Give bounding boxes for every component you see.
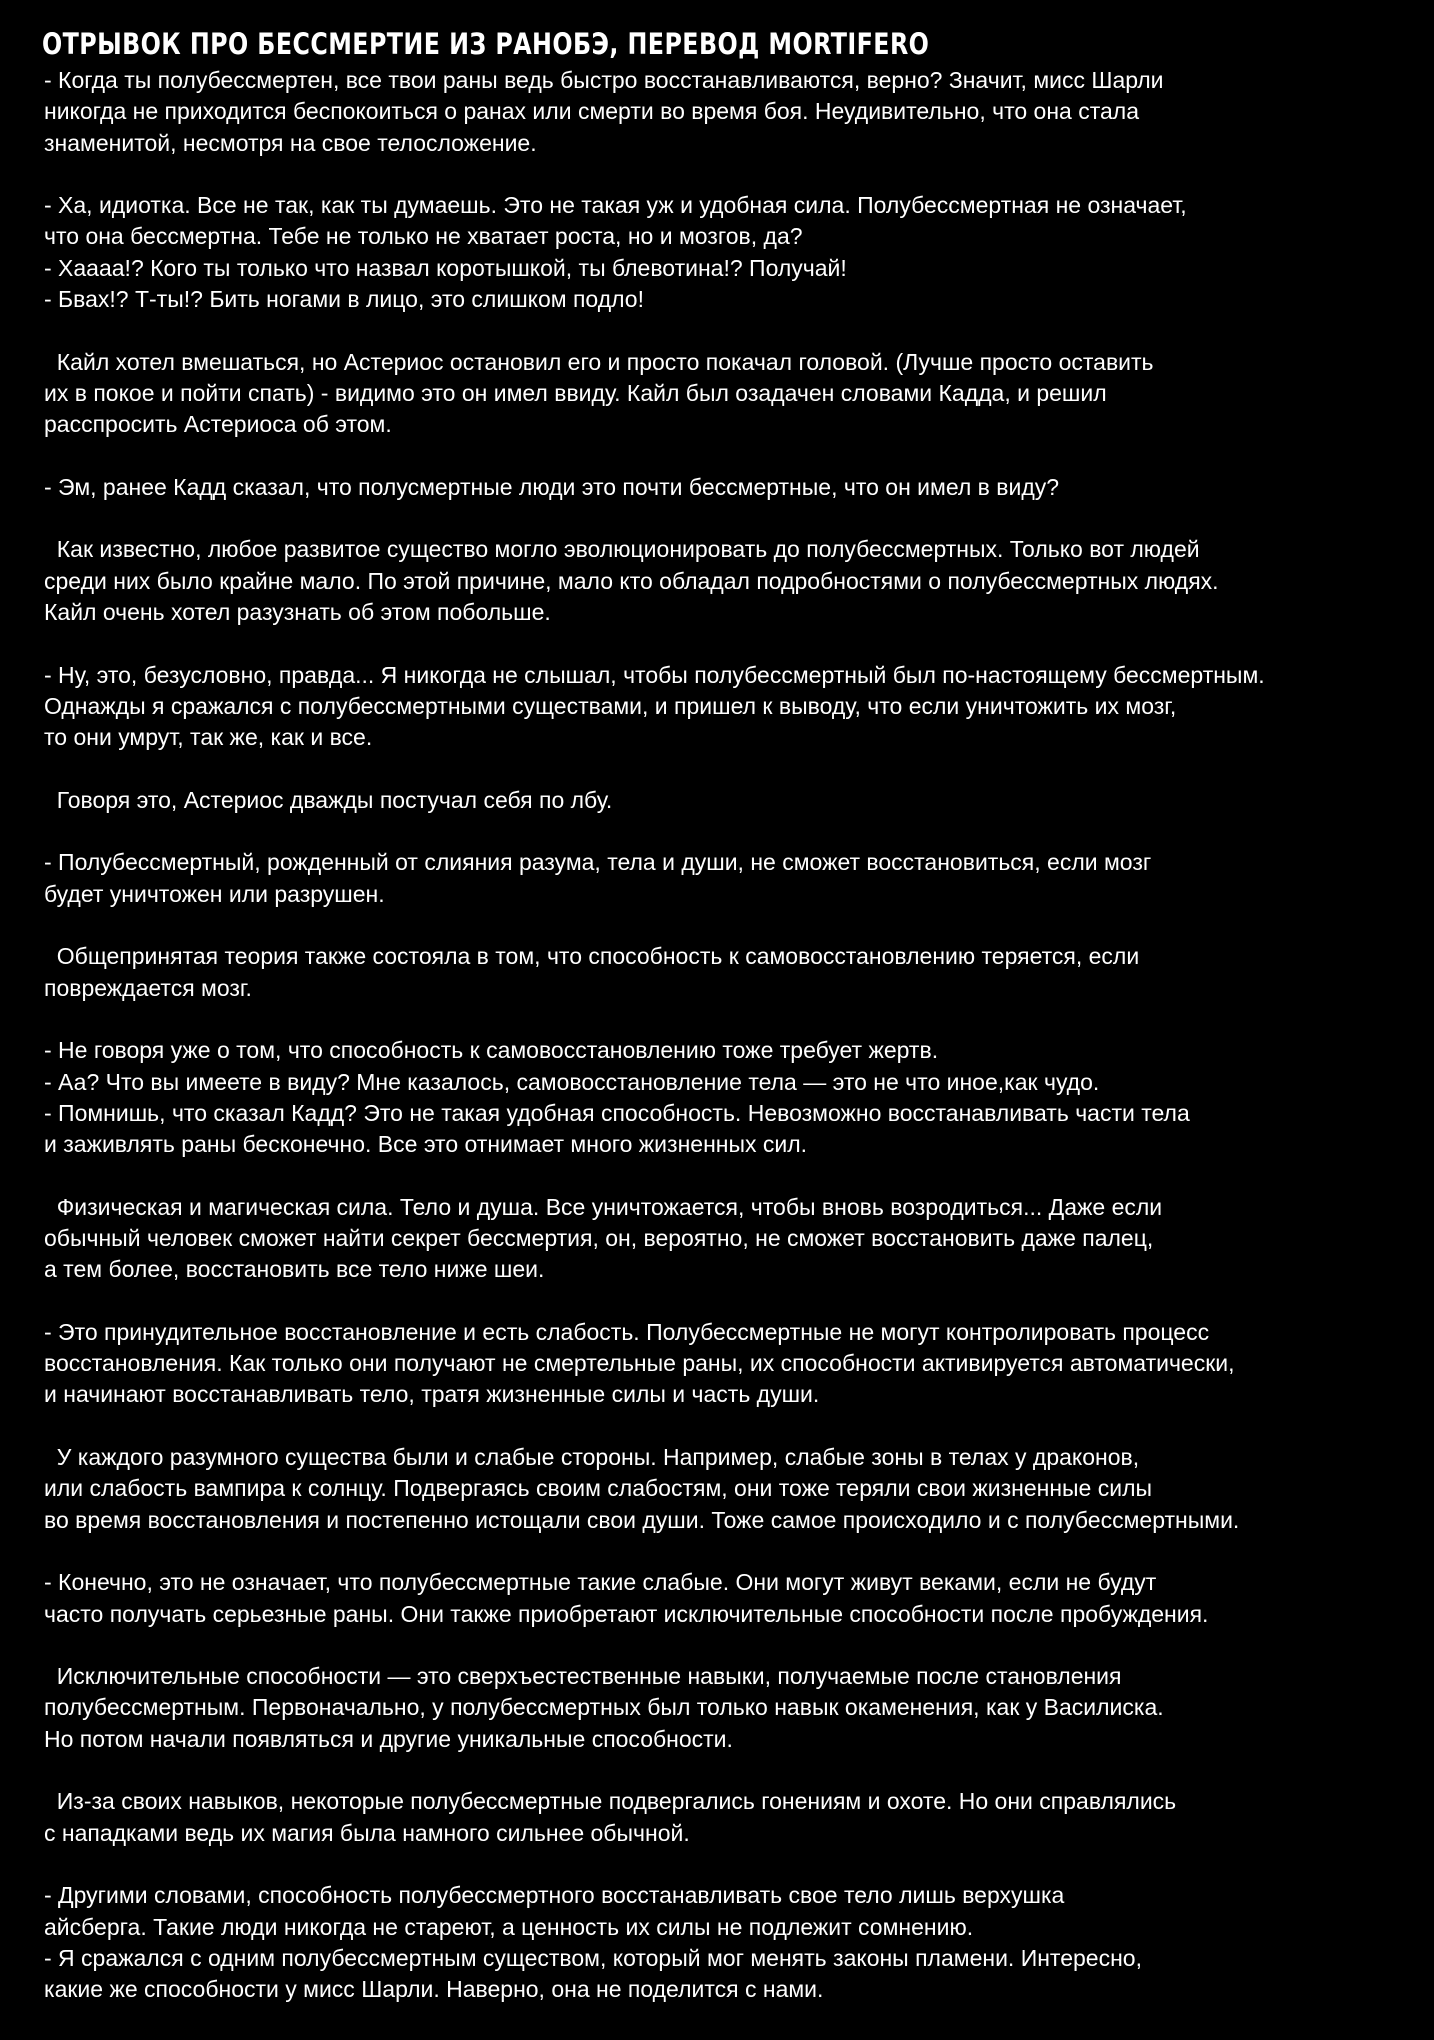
blank-line — [44, 1536, 1265, 1567]
text-line: или слабость вампира к солнцу. Подвергаясь своим слабостям, они тоже теряли свои жизненные силы — [44, 1475, 1153, 1502]
blank-line — [44, 315, 1265, 346]
text-line: - Это принудительное восстановление и есть слабость. Полубессмертные не могут контролировать процесс — [44, 1318, 1210, 1345]
blank-line — [44, 441, 1265, 472]
blank-line — [44, 159, 1265, 190]
text-line: - Ну, это, безусловно, правда... Я никогда не слышал, чтобы полубессмертный был по-настоящему бессмертным. — [44, 661, 1265, 688]
text-line: - Не говоря уже о том, что способность к самовосстановлению тоже требует жертв. — [44, 1037, 939, 1064]
document-body — [44, 65, 1265, 2005]
text-line: Из-за своих навыков, некоторые полубессмертные подвергались гонениям и охоте. Но они справлялись — [44, 1788, 1177, 1815]
blank-line — [44, 628, 1265, 659]
text-line: - Конечно, это не означает, что полубессмертные такие слабые. Они могут живут веками, если не будут — [44, 1569, 1157, 1596]
text-line: - Полубессмертный, рожденный от слияния разума, тела и души, не сможет восстановиться, если мозг — [44, 849, 1152, 876]
blank-line — [44, 1630, 1265, 1661]
text-line: Исключительные способности — это сверхъестественные навыки, получаемые после становления — [44, 1663, 1122, 1690]
text-line: расспросить Астериоса об этом. — [44, 411, 392, 438]
blank-line — [44, 754, 1265, 785]
text-line: что она бессмертна. Тебе не только не хватает роста, но и мозгов, да? — [44, 223, 803, 250]
blank-line — [44, 1286, 1265, 1317]
text-line: - Другими словами, способность полубессмертного восстанавливать свое тело лишь верхушка — [44, 1882, 1065, 1909]
text-line: - Ха, идиотка. Все не так, как ты думаешь. Это не такая уж и удобная сила. Полубессмертная не означает, — [44, 192, 1187, 219]
text-line: Физическая и магическая сила. Тело и душа. Все уничтожается, чтобы вновь возродиться... Даже если — [44, 1193, 1163, 1220]
text-line: будет уничтожен или разрушен. — [44, 880, 385, 907]
text-line: повреждается мозг. — [44, 974, 252, 1001]
text-line: знаменитой, несмотря на свое телосложение. — [44, 129, 537, 156]
text-line: У каждого разумного существа были и слабые стороны. Например, слабые зоны в телах у драконов, — [44, 1444, 1140, 1471]
text-line: восстановления. Как только они получают не смертельные раны, их способности активируется автоматически, — [44, 1350, 1235, 1377]
text-line: какие же способности у мисс Шарли. Наверно, она не поделится с нами. — [44, 1976, 824, 2003]
text-line: Однажды я сражался с полубессмертными существами, и пришел к выводу, что если уничтожить их мозг, — [44, 692, 1177, 719]
text-line: во время восстановления и постепенно истощали свои души. Тоже самое происходило и с полубессмертными. — [44, 1506, 1240, 1533]
blank-line — [44, 1004, 1265, 1035]
blank-line — [44, 503, 1265, 534]
text-line: Кайл хотел вмешаться, но Астериос остановил его и просто покачал головой. (Лучше просто оставить — [44, 348, 1154, 375]
blank-line — [44, 816, 1265, 847]
text-line: и начинают восстанавливать тело, тратя жизненные силы и часть души. — [44, 1381, 820, 1408]
text-line: Кайл очень хотел разузнать об этом побольше. — [44, 599, 551, 626]
text-line: полубессмертным. Первоначально, у полубессмертных был только навык окаменения, как у Василиска. — [44, 1694, 1164, 1721]
text-line: и заживлять раны бесконечно. Все это отнимает много жизненных сил. — [44, 1131, 808, 1158]
text-line: айсберга. Такие люди никогда не стареют, а ценность их силы не подлежит сомнению. — [44, 1913, 974, 1940]
text-line: часто получать серьезные раны. Они также приобретают исключительные способности после пробуждения. — [44, 1600, 1209, 1627]
text-line: Общепринятая теория также состояла в том, что способность к самовосстановлению теряется, если — [44, 943, 1140, 970]
blank-line — [44, 1411, 1265, 1442]
text-line: среди них было крайне мало. По этой причине, мало кто обладал подробностями о полубессмертных людях. — [44, 567, 1219, 594]
text-line: то они умрут, так же, как и все. — [44, 724, 373, 751]
text-line: Но потом начали появляться и другие уникальные способности. — [44, 1725, 733, 1752]
text-line: - Эм, ранее Кадд сказал, что полусмертные люди это почти бессмертные, что он имел в виду? — [44, 473, 1060, 500]
text-line: - Бвах!? Т-ты!? Бить ногами в лицо, это слишком подло! — [44, 286, 644, 313]
text-line: никогда не приходится беспокоиться о ранах или смерти во время боя. Неудивительно, что она стала — [44, 98, 1139, 125]
text-line: - Когда ты полубессмертен, все твои раны ведь быстро восстанавливаются, верно? Значит, мисс Шарли — [44, 67, 1164, 93]
text-line: обычный человек сможет найти секрет бессмертия, он, вероятно, не сможет восстановить даже палец, — [44, 1224, 1154, 1251]
text-line: а тем более, восстановить все тело ниже шеи. — [44, 1256, 545, 1283]
text-line: - Помнишь, что сказал Кадд? Это не такая удобная способность. Невозможно восстанавливать части тела — [44, 1099, 1190, 1126]
document-title: ОТРЫВОК ПРО БЕССМЕРТИЕ ИЗ РАНОБЭ, ПЕРЕВОД MORTIFERO — [42, 27, 930, 61]
blank-line — [44, 1849, 1265, 1880]
text-line: Как известно, любое развитое существо могло эволюционировать до полубессмертных. Только вот людей — [44, 536, 1200, 563]
text-line: - Аа? Что вы имеете в виду? Мне казалось, самовосстановление тела — это не что иное,как чудо. — [44, 1068, 1100, 1095]
text-line: с нападками ведь их магия была намного сильнее обычной. — [44, 1819, 690, 1846]
text-line: - Я сражался с одним полубессмертным существом, который мог менять законы пламени. Интересно, — [44, 1944, 1142, 1971]
blank-line — [44, 1755, 1265, 1786]
text-line: Говоря это, Астериос дважды постучал себя по лбу. — [44, 786, 613, 813]
text-line: - Хаааа!? Кого ты только что назвал коротышкой, ты блевотина!? Получай! — [44, 254, 847, 281]
blank-line — [44, 1160, 1265, 1191]
text-line: их в покое и пойти спать) - видимо это он имел ввиду. Кайл был озадачен словами Кадда, и решил — [44, 379, 1107, 406]
blank-line — [44, 910, 1265, 941]
